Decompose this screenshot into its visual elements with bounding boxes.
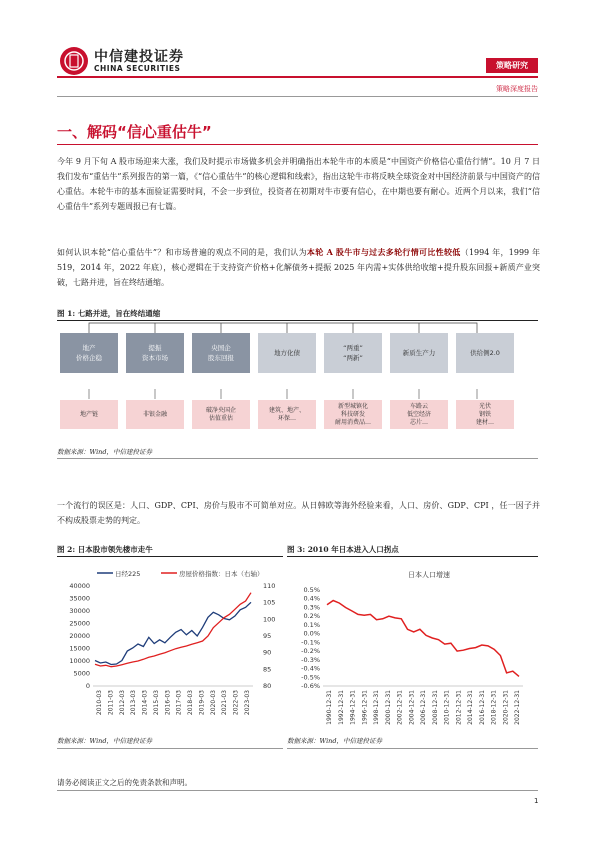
chart-title: 日本人口增速 — [408, 571, 450, 579]
fig1-sector-box: 地产链 — [60, 400, 118, 429]
fig1-sector-box: 光伏 钢铁 建材… — [456, 400, 514, 429]
y-right-tick-label: 110 — [263, 582, 276, 590]
fig1-driver-box: 供给侧2.0 — [456, 333, 514, 373]
y-tick-label: 0.0% — [303, 629, 320, 638]
fig1-driver-box: 新质生产力 — [390, 333, 448, 373]
y-left-tick-label: 0 — [85, 682, 90, 690]
x-tick-label: 2023-03 — [244, 690, 251, 716]
figure-1-source-rule — [57, 458, 538, 459]
report-type-tag: 策略研究 — [486, 58, 538, 73]
y-left-tick-label: 35000 — [69, 594, 90, 603]
section-title-rule — [57, 144, 538, 145]
series-line-nikkei — [95, 602, 251, 664]
y-left-tick-label: 40000 — [69, 582, 90, 590]
figure-3-chart — [287, 560, 538, 730]
y-tick-label: 0.1% — [303, 620, 320, 629]
y-tick-label: -0.2% — [301, 647, 320, 656]
figure-3-source-rule — [287, 748, 538, 749]
figure-3-title: 图 3: 2010 年日本进入人口拐点 — [287, 545, 399, 554]
y-right-tick-label: 95 — [263, 632, 272, 640]
y-tick-label: -0.4% — [301, 664, 320, 673]
x-tick-label: 2010-12-31 — [443, 690, 451, 725]
section-title: 一、解码“信心重估牛” — [57, 123, 212, 141]
legend-label-nikkei: 日经225 — [115, 570, 141, 578]
x-tick-label: 1994-12-31 — [349, 690, 357, 725]
x-tick-label: 2021-03 — [221, 690, 229, 716]
figure-2-rule — [57, 556, 283, 557]
x-tick-label: 2014-12-31 — [467, 690, 474, 725]
y-left-tick-label: 30000 — [69, 607, 90, 615]
x-tick-label: 2014-03 — [141, 690, 149, 716]
y-left-tick-label: 25000 — [69, 619, 90, 628]
x-tick-label: 1992-12-31 — [337, 690, 345, 725]
x-tick-label: 2013-03 — [130, 690, 138, 716]
paragraph-2: 如何认识本轮“信心重估牛”？和市场普遍的观点不同的是，我们认为本轮 A 股牛市与过去多轮行情可比性较低（1994 年，1999 年 519，2014 年，2022 年底），核心逻辑在于支持资产价格+化解债务+提振 2025 年内需+实体供给收缩+提升股东回报+新质产业突破，七路并进，旨在终结通缩。 — [57, 247, 540, 287]
fig1-driver-box: 地方化债 — [258, 333, 316, 373]
x-tick-label: 2011-03 — [107, 690, 115, 716]
x-tick-label: 1996-12-31 — [361, 690, 369, 725]
x-tick-label: 2018-12-31 — [490, 690, 498, 725]
fig1-driver-box: 央国企 股东回报 — [192, 333, 250, 373]
x-tick-label: 2017-03 — [175, 690, 183, 716]
y-left-tick-label: 20000 — [69, 632, 90, 640]
figure-2-source: 数据来源：Wind，中信建投证券 — [57, 737, 152, 745]
series-line-population-growth — [327, 601, 519, 677]
brand-name-en: CHINA SECURITIES — [94, 64, 181, 73]
fig1-sector-box: 非银金融 — [126, 400, 184, 429]
fig1-sector-box: 车路云 低空经济 芯片… — [390, 400, 448, 429]
fig1-driver-box: 提振 资本市场 — [126, 333, 184, 373]
footer-rule — [57, 790, 538, 791]
y-tick-label: 0.4% — [303, 594, 320, 603]
fig1-driver-box: “两重” “两新” — [324, 333, 382, 373]
x-tick-label: 2020-12-31 — [502, 690, 510, 725]
y-tick-label: -0.5% — [301, 673, 320, 682]
paragraph-1: 今年 9 月下旬 A 股市场迎来大涨，我们及时提示市场做多机会并明确指出本轮牛市的本质是“中国资产价格信心重估行情”。10 月 7 日我们发布“重估牛”系列报告的第一篇，《“信心重估牛”的核心逻辑和线索》，指出这轮牛市将反映全球资金对中国经济前景与中国资产的信心重估。本轮牛市的基本面验证需要时间，不会一步到位，投资者在初期对牛市要有信心，在中期也要有耐心。近两个月以来，我们“信心重估牛”系列专题周报已有七篇。 — [57, 157, 540, 211]
paragraph-3: 一个流行的误区是：人口、GDP、CPI、房价与股市不可简单对应。从日韩欧等海外经验来看，人口、房价、GDP、CPI ，任一因子并不构成股票走势的判定。 — [57, 501, 540, 525]
legend-label-house-price: 房屋价格指数：日本（右轴） — [179, 570, 264, 578]
fig1-sector-box: 新型城镇化 科技研发 耐用消费品… — [324, 400, 382, 429]
x-tick-label: 2015-03 — [152, 690, 160, 716]
x-tick-label: 2006-12-31 — [420, 690, 427, 725]
fig1-driver-box: 地产 价格企稳 — [60, 333, 118, 373]
logo-icon — [60, 47, 88, 75]
figure-2-source-rule — [57, 748, 283, 749]
x-tick-label: 2020-03 — [209, 690, 217, 716]
y-right-tick-label: 105 — [263, 598, 276, 607]
y-tick-label: -0.3% — [301, 655, 320, 664]
y-right-tick-label: 90 — [263, 648, 272, 657]
y-left-tick-label: 10000 — [69, 657, 90, 665]
x-tick-label: 1990-12-31 — [326, 690, 333, 725]
y-tick-label: -0.1% — [301, 638, 320, 647]
y-right-tick-label: 80 — [263, 682, 272, 690]
y-tick-label: 0.3% — [303, 603, 320, 612]
report-subtype: 策略深度报告 — [496, 85, 538, 93]
x-tick-label: 2022-12-31 — [514, 690, 521, 725]
page-number: 1 — [534, 797, 539, 805]
fig1-sector-box: 破净央国企 估值重估 — [192, 400, 250, 429]
paragraph-2-emphasis: 本轮 A 股牛市与过去多轮行情可比性较低 — [306, 247, 461, 257]
header-divider — [57, 76, 538, 78]
y-tick-label: -0.6% — [301, 682, 320, 690]
y-left-tick-label: 5000 — [73, 669, 90, 678]
figure-1-source: 数据来源：Wind，中信建投证券 — [57, 448, 152, 456]
header-rule — [57, 96, 538, 97]
x-tick-label: 2019-03 — [198, 690, 206, 716]
y-tick-label: 0.2% — [303, 612, 320, 621]
figure-1-title: 图 1: 七路并进，旨在终结通缩 — [57, 309, 161, 318]
figure-3-source: 数据来源：Wind，中信建投证券 — [287, 737, 382, 745]
x-tick-label: 2022-03 — [232, 690, 240, 716]
x-tick-label: 2012-12-31 — [455, 690, 463, 725]
x-tick-label: 1998-12-31 — [373, 690, 380, 725]
x-tick-label: 2004-12-31 — [408, 690, 416, 725]
x-tick-label: 2018-03 — [187, 690, 195, 716]
x-tick-label: 2000-12-31 — [384, 690, 392, 725]
x-tick-label: 2008-12-31 — [431, 690, 439, 725]
figure-3-rule — [287, 556, 538, 557]
y-right-tick-label: 85 — [263, 665, 272, 674]
brand-name-cn: 中信建投证券 — [94, 49, 184, 65]
figure-2-chart — [57, 560, 283, 730]
fig1-sector-box: 建筑、地产、 环保… — [258, 400, 316, 429]
y-left-tick-label: 15000 — [69, 644, 90, 653]
y-tick-label: 0.5% — [303, 586, 320, 594]
y-right-tick-label: 100 — [263, 615, 276, 624]
series-line-house-price — [95, 593, 251, 667]
x-tick-label: 2012-03 — [118, 690, 126, 716]
x-tick-label: 2010-03 — [96, 690, 103, 716]
x-tick-label: 2016-03 — [164, 690, 172, 716]
x-tick-label: 2002-12-31 — [396, 690, 404, 725]
x-tick-label: 2016-12-31 — [478, 690, 486, 725]
disclaimer-note: 请务必阅读正文之后的免责条款和声明。 — [57, 778, 192, 787]
figure-2-title: 图 2: 日本股市领先楼市走牛 — [57, 545, 153, 554]
